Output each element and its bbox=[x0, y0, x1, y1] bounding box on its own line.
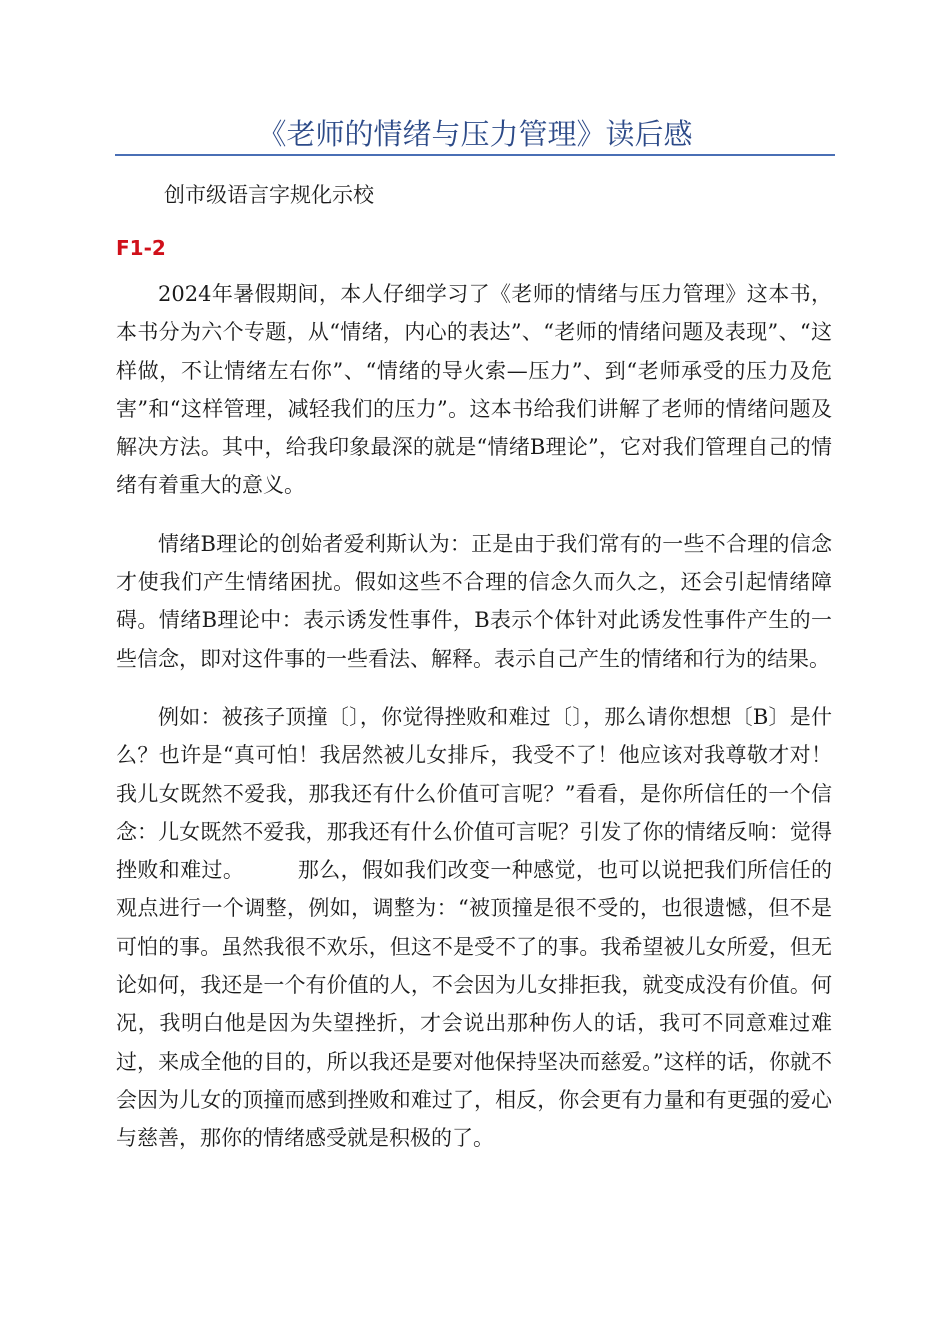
document-code: F1-2 bbox=[116, 236, 166, 260]
document-title: 《老师的情绪与压力管理》读后感 bbox=[257, 117, 693, 151]
document-subtitle: 创市级语言字规化示校 bbox=[164, 183, 374, 207]
title-underline bbox=[115, 154, 835, 156]
body-paragraph-3: 例如：被孩子顶撞〔〕，你觉得挫败和难过〔〕，那么请你想想〔B〕是什么？也许是“真可怕！我居然被儿女排斥，我受不了！他应该对我尊敬才对！我儿女既然不爱我，那我还有什么价值可言呢？”看看，是你所信任的一个信念：儿女既然不爱我，那我还有什么价值可言呢？引发了你的情绪反响：觉得挫败和难过。 那么，假如我们改变一种感觉，也可以说把我们所信任的观点进行一个调整，例如，调整为：“被顶撞是很不受的，也很遗憾，但不是可怕的事。虽然我很不欢乐，但这不是受不了的事。我希望被儿女所爱，但无论如何，我还是一个有价值的人，不会因为儿女排拒我，就变成没有价值。何况，我明白他是因为失望挫折，才会说出那种伤人的话，我可不同意难过难过，来成全他的目的，所以我还是要对他保持坚决而慈爱。”这样的话，你就不会因为儿女的顶撞而感到挫败和难过了，相反，你会更有力量和有更强的爱心与慈善，那你的情绪感受就是积极的了。 bbox=[116, 704, 832, 1151]
body-paragraph-1: 2024年暑假期间，本人仔细学习了《老师的情绪与压力管理》这本书，本书分为六个专题，从“情绪，内心的表达”、“老师的情绪问题及表现”、“这样做，不让情绪左右你”、“情绪的导火索—压力”、到“老师承受的压力及危害”和“这样管理，减轻我们的压力”。这本书给我们讲解了老师的情绪问题及解决方法。其中，给我印象最深的就是“情绪B理论”，它对我们管理自己的情绪有着重大的意义。 bbox=[116, 282, 832, 498]
body-paragraph-2: 情绪B理论的创始者爱利斯认为：正是由于我们常有的一些不合理的信念才使我们产生情绪困扰。假如这些不合理的信念久而久之，还会引起情绪障碍。情绪B理论中：表示诱发性事件，B表示个体针对此诱发性事件产生的一些信念，即对这件事的一些看法、解释。表示自己产生的情绪和行为的结果。 bbox=[116, 531, 832, 671]
document-body bbox=[116, 275, 832, 1178]
